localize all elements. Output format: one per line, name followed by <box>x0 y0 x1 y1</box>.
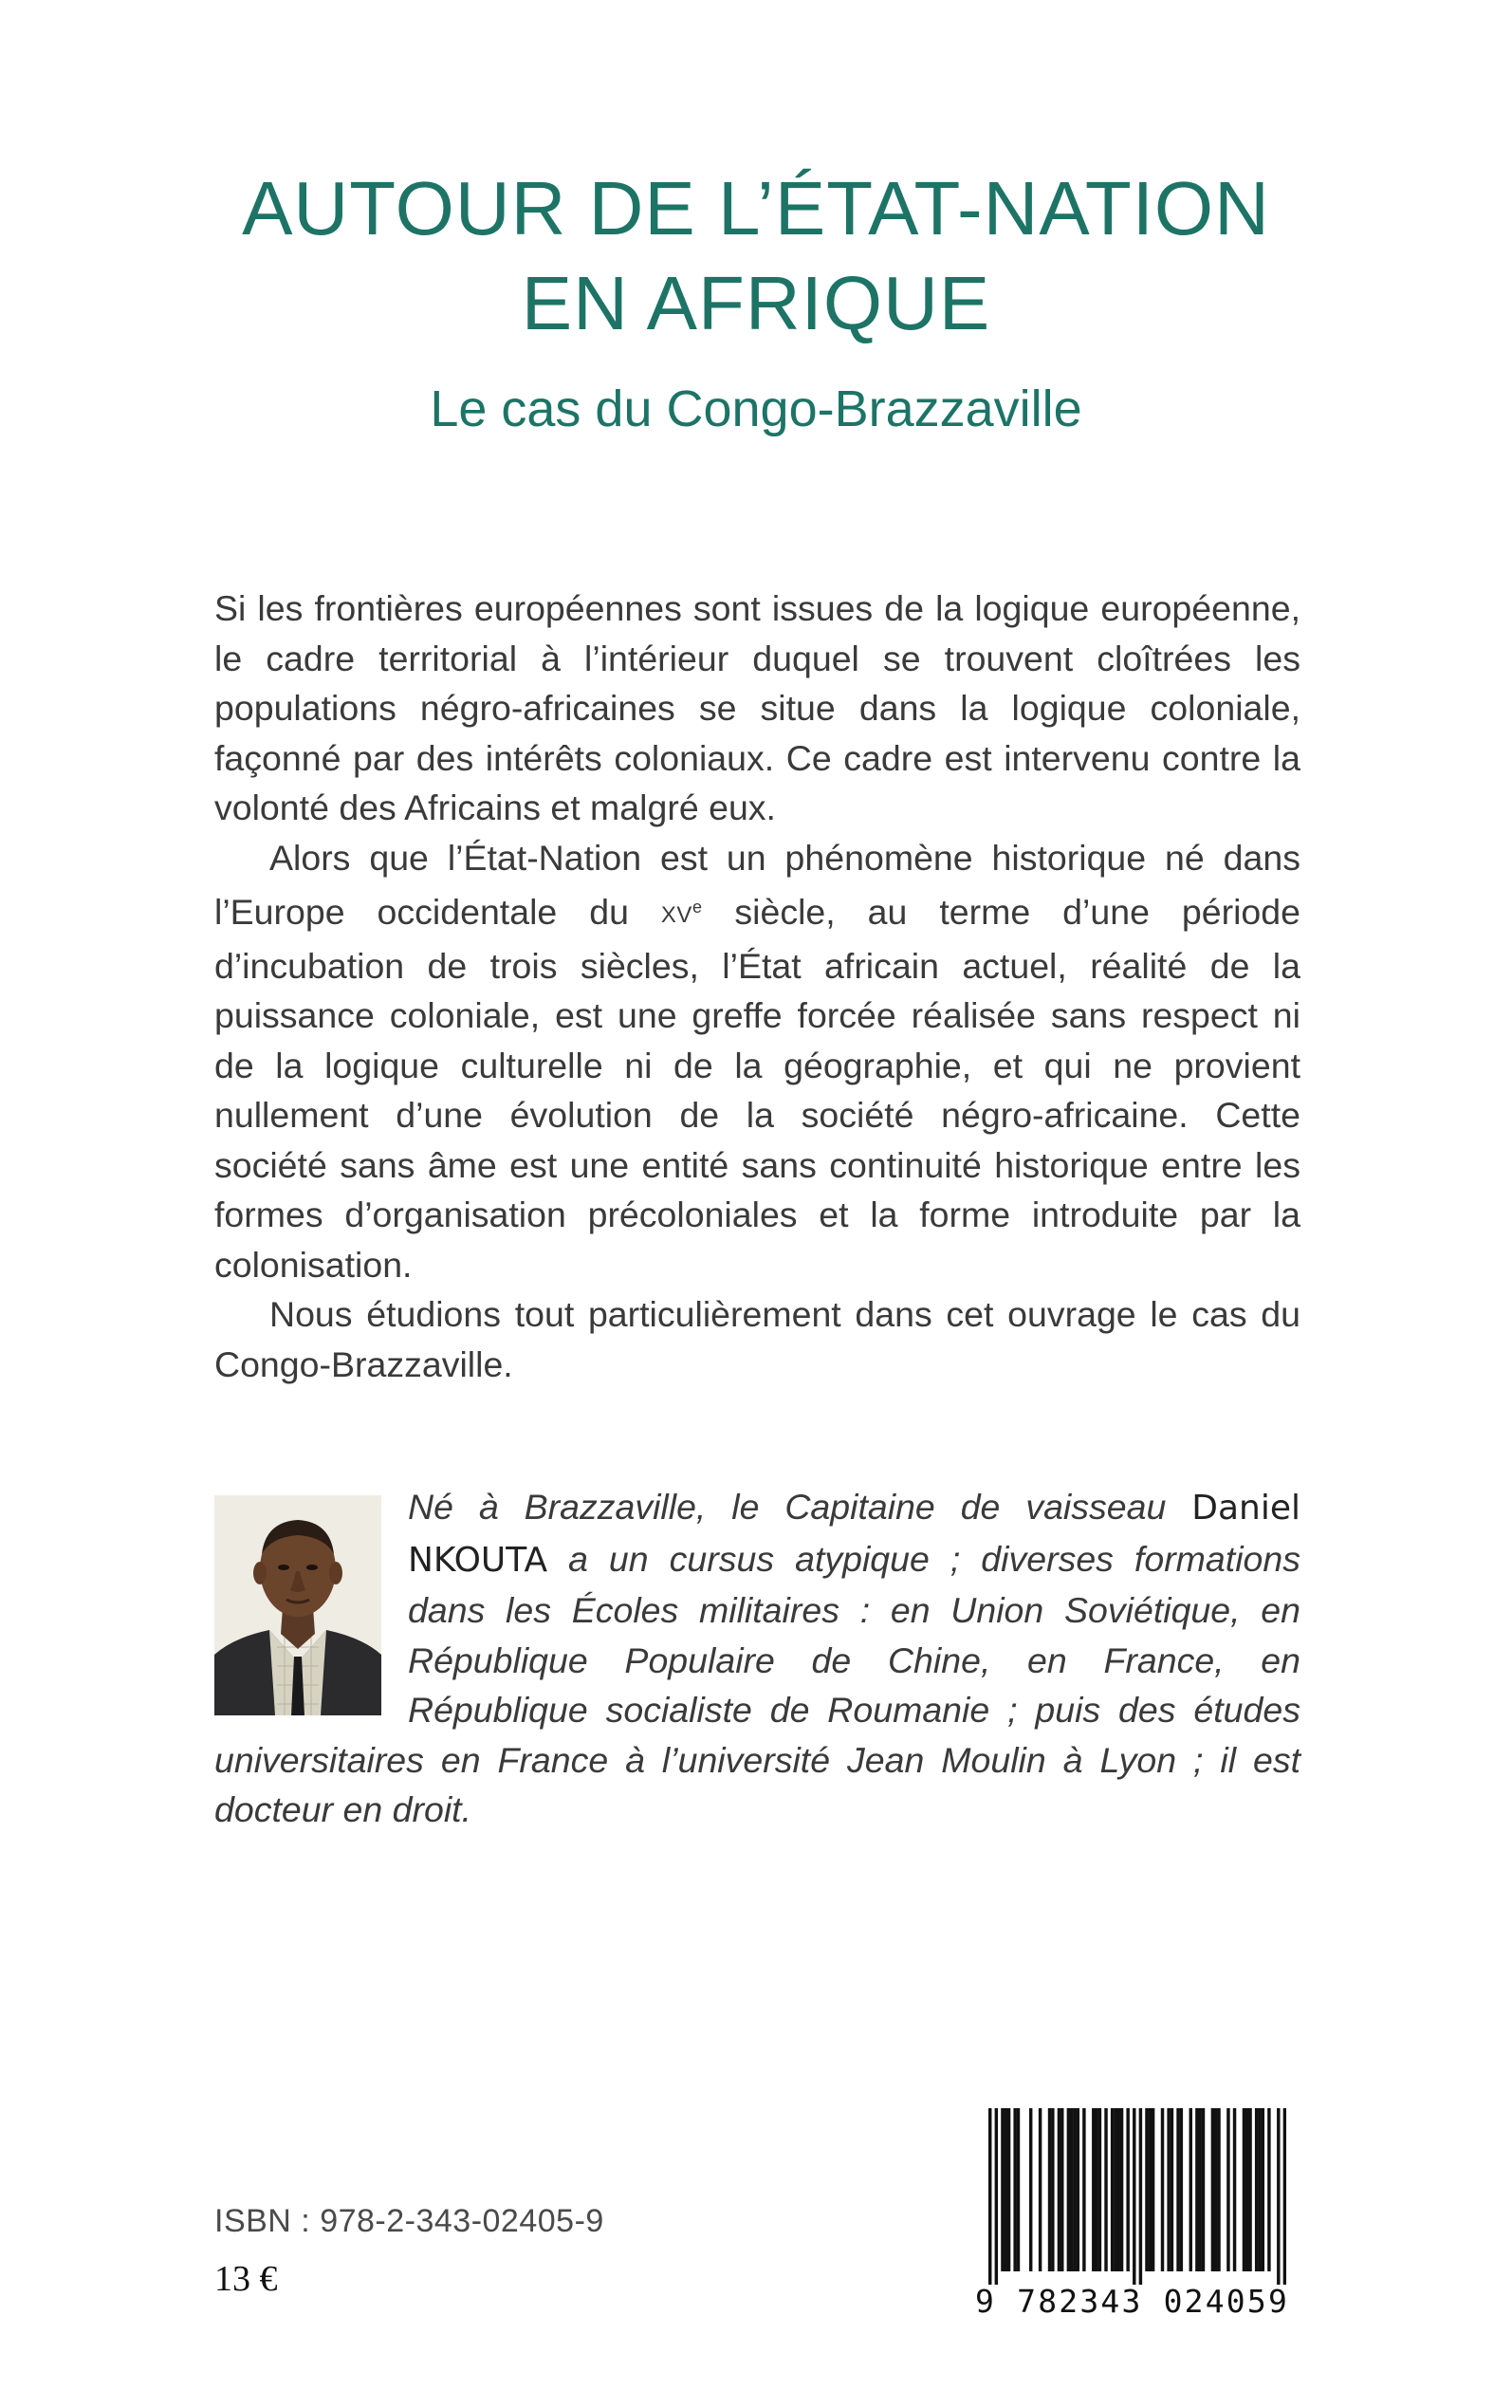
barcode-bar <box>1149 2108 1152 2271</box>
barcode-bar <box>1005 2108 1007 2271</box>
century-roman: XV <box>660 902 692 928</box>
barcode-bar <box>1180 2108 1183 2271</box>
barcode-bar <box>1070 2108 1073 2271</box>
price-text: 13 € <box>214 2259 278 2299</box>
barcode-bar <box>1095 2108 1097 2271</box>
author-bio <box>214 1482 1300 1835</box>
barcode-bar <box>1202 2108 1205 2271</box>
barcode-bar <box>1198 2108 1201 2271</box>
barcode-bar <box>1120 2108 1123 2271</box>
barcode-bar <box>1133 2108 1135 2285</box>
barcode-digits: 9 782343 024059 <box>975 2283 1290 2320</box>
book-subtitle: Le cas du Congo-Brazzaville <box>430 380 1082 437</box>
barcode-bar <box>1211 2108 1214 2271</box>
barcode-bar <box>1176 2108 1179 2271</box>
barcode-bar <box>1013 2108 1016 2271</box>
book-title-line-2: EN AFRIQUE <box>521 261 991 345</box>
barcode-bar <box>995 2108 998 2285</box>
barcode-bar <box>1277 2108 1280 2285</box>
barcode-bar <box>1126 2108 1129 2271</box>
barcode-bar <box>1077 2108 1079 2271</box>
barcode-bar <box>1082 2108 1085 2271</box>
century-superscript: e <box>691 898 703 917</box>
barcode-bar <box>1283 2108 1286 2285</box>
summary-paragraph-3: Nous étudions tout particulièrement dans cet ouvrage le cas du Congo-Brazzaville. <box>214 1294 1300 1384</box>
barcode-bar <box>1098 2108 1101 2271</box>
barcode-bar <box>1267 2108 1270 2271</box>
title-block <box>0 161 1512 442</box>
summary-paragraph-2-end: siècle, au terme d’une période d’incubation de trois siècles, l’État africain actuel, réalité de la puissance coloniale, est une greffe forcée réalisée sans respect ni de la logique culturelle ni de la géographie, et qui ne provient nullement d’une évolution de la société négro-africaine. Cette société sans âme est une entité sans continuité historique entre les formes d’organisation précoloniales et la forme introduite par la colonisation. <box>214 892 1300 1285</box>
barcode-bar <box>988 2108 991 2285</box>
barcode-bar <box>1051 2108 1054 2271</box>
barcode-bar <box>1195 2108 1198 2271</box>
author-photo <box>214 1495 381 1715</box>
barcode-bar <box>1226 2108 1229 2271</box>
barcode-bar <box>1245 2108 1248 2271</box>
barcode-bar <box>1145 2108 1148 2271</box>
barcode-bars <box>988 2108 1286 2285</box>
barcode-bar <box>1255 2108 1258 2271</box>
isbn-text: ISBN : 978-2-343-02405-9 <box>214 2203 604 2239</box>
barcode-bar <box>1058 2108 1060 2271</box>
barcode-bar <box>1060 2108 1063 2271</box>
barcode-bar <box>1189 2108 1192 2271</box>
summary-paragraph-1: Si les frontières européennes sont issues de la logique européenne, le cadre territorial à l’intérieur duquel se trouvent cloîtrées les populations négro-africaines se situe dans la logique coloniale, façonné par des intérêts coloniaux. Ce cadre est intervenu contre la volonté des Africains et malgré eux. <box>214 588 1300 827</box>
barcode-bar <box>1007 2108 1010 2271</box>
barcode-bar <box>1117 2108 1120 2271</box>
century-numeral <box>660 898 703 928</box>
barcode <box>975 2108 1296 2320</box>
barcode-bar <box>1114 2108 1116 2271</box>
barcode-bar <box>1152 2108 1154 2271</box>
barcode-bar <box>1262 2108 1264 2271</box>
barcode-bar <box>1248 2108 1251 2271</box>
barcode-bar <box>1233 2108 1236 2271</box>
barcode-bar <box>1104 2108 1107 2271</box>
barcode-bar <box>1171 2108 1173 2271</box>
summary-text <box>214 583 1300 1389</box>
barcode-bar <box>1111 2108 1114 2271</box>
barcode-bar <box>1161 2108 1164 2271</box>
barcode-bar <box>1017 2108 1020 2271</box>
barcode-bar <box>1001 2108 1004 2271</box>
author-portrait-image <box>214 1495 381 1715</box>
barcode-bar <box>1167 2108 1170 2271</box>
book-title-line-1: AUTOUR DE L’ÉTAT-NATION <box>242 166 1270 250</box>
barcode-bar <box>1092 2108 1095 2271</box>
author-bio-end: a un cursus atypique ; diverses formations dans les Écoles militaires : en Union Soviétique, en République Populaire de Chine, en France, en République socialiste de Roumanie ; puis des études universitaires en France à l’université Jean Moulin à Lyon ; il est docteur en droit. <box>214 1538 1300 1829</box>
barcode-bar <box>1073 2108 1076 2271</box>
barcode-bar <box>1217 2108 1220 2271</box>
barcode-bar <box>1039 2108 1042 2271</box>
barcode-bar <box>1029 2108 1032 2271</box>
barcode-bar <box>1067 2108 1070 2271</box>
author-name: Daniel NKOUTA <box>408 1489 1300 1580</box>
summary-paragraph-2 <box>214 833 1300 1290</box>
barcode-bar <box>1258 2108 1261 2271</box>
author-bio-start: Né à Brazzaville, le Capitaine de vaisseau <box>408 1487 1192 1527</box>
summary-paragraph-2-start: Alors que l’État-Nation est un phénomène historique né dans l’Europe occidentale du <box>214 837 1300 932</box>
barcode-bar <box>1139 2108 1142 2285</box>
barcode-bar <box>1048 2108 1051 2271</box>
barcode-bar <box>1243 2108 1245 2271</box>
barcode-bar <box>1214 2108 1217 2271</box>
